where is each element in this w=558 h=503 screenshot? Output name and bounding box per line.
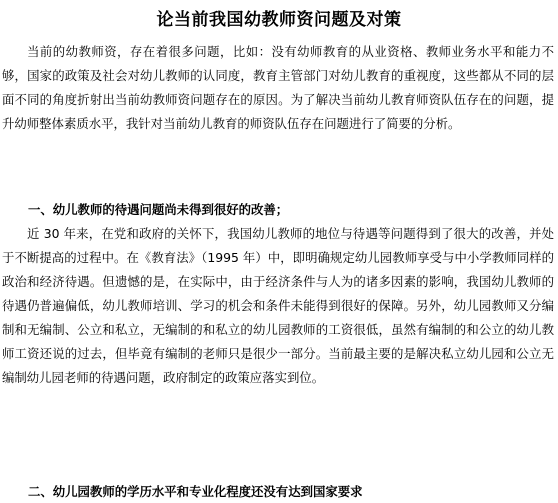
document-title: 论当前我国幼教师资问题及对策 <box>156 10 402 30</box>
section-heading-2: 二、幼儿园教师的学历水平和专业化程度还没有达到国家要求 <box>28 484 363 499</box>
intro-paragraph: 当前的幼教师资，存在着很多问题，比如：没有幼师教育的从业资格、教师业务水平和能力不够，国家的政策及社会对幼儿教师的认同度，教育主管部门对幼儿教育的重视度，这些都从不同的层面不同的角度折射出当前幼教师资问题存在的原因。为了解决当前幼儿教育师资队伍存在的问题，提升幼师整体素质水平，我针对当前幼儿教育的师资队伍存在问题进行了简要的分析。 <box>2 44 554 131</box>
section-heading-1: 一、幼儿教师的待遇问题尚未得到很好的改善； <box>28 202 289 217</box>
section-1-paragraph: 近 30 年来，在党和政府的关怀下，我国幼儿教师的地位与待遇等问题得到了很大的改善，并处于不断提高的过程中。在《教育法》（1995 年）中，即明确规定幼儿园教师享受与中小学教师同样的政治和经济待遇。但遗憾的是，在实际中，由于经济条件与人为的诸多因素的影响，我国幼儿教师的待遇仍普遍偏低，幼儿教师培训、学习的机会和条件未能得到很好的保障。另外，幼儿园教师又分编制和无编制、公立和私立，无编制的和私立的幼儿园教师的工资很低，虽然有编制的和公立的幼儿教师工资还说的过去，但毕竟有编制的老师只是很少一部分。当前最主要的是解决私立幼儿园和公立无编制幼儿园老师的待遇问题，政府制定的政策应落实到位。 <box>2 226 554 385</box>
